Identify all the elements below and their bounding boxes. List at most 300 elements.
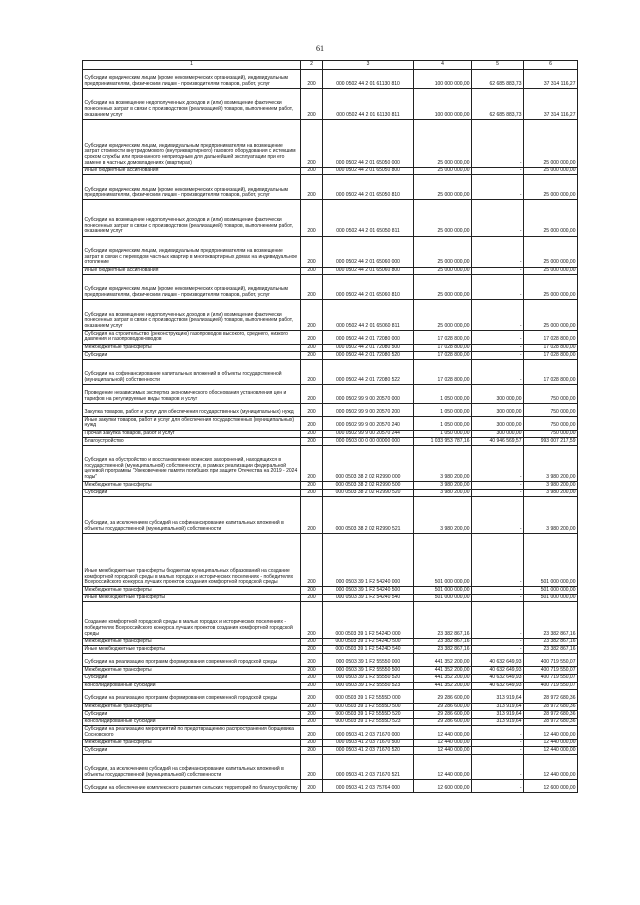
- row-name-cell: Субсидия на строительство (реконструкцию) газопроводов высокого, среднего, низкого давления и газопроводов-вводов: [83, 331, 301, 344]
- row-executed-cell: -: [472, 638, 524, 646]
- row-name-cell: Субсидия на обустройство и восстановление воинских захоронений, находящихся в государственной (муниципальной) собственности, в рамках реализации федеральной целевой программы "Увековечение памяти погибших при защите Отечества на 2019 - 2024 годы": [83, 445, 301, 481]
- row-approved-cell: 3 980 200,00: [414, 482, 472, 490]
- row-approved-cell: 17 028 800,00: [414, 344, 472, 352]
- table-row: [83, 638, 578, 646]
- row-approved-cell: 17 028 800,00: [414, 352, 472, 360]
- row-kbk-cell: 000 0502 44 2 01 61130 810: [323, 69, 414, 88]
- row-name-cell: Субсидии: [83, 352, 301, 360]
- row-executed-cell: -: [472, 445, 524, 481]
- row-code-cell: 200: [301, 703, 323, 711]
- row-name-cell: Консолидированные субсидии: [83, 718, 301, 726]
- row-name-cell: Межбюджетные трансферты: [83, 667, 301, 675]
- row-remaining-cell: 12 440 000,00: [524, 747, 578, 755]
- table-row: [83, 403, 578, 416]
- row-approved-cell: 17 028 800,00: [414, 359, 472, 384]
- row-executed-cell: -: [472, 267, 524, 275]
- row-code-cell: 200: [301, 300, 323, 331]
- row-remaining-cell: 3 980 200,00: [524, 445, 578, 481]
- row-name-cell: Субсидии на реализацию мероприятий по предотвращению распространения борщевика Сосновского: [83, 726, 301, 739]
- row-kbk-cell: 000 0503 39 1 F2 54240 500: [323, 587, 414, 595]
- row-kbk-cell: 000 0502 99 9 00 20570 000: [323, 384, 414, 403]
- row-approved-cell: 12 600 000,00: [414, 779, 472, 792]
- row-kbk-cell: 000 0503 38 2 02 R2990 520: [323, 489, 414, 497]
- table-row: [83, 754, 578, 779]
- table-row: [83, 711, 578, 719]
- row-name-cell: Субсидии, за исключением субсидий на софинансирование капитальных вложений в объекты государственной (муниципальной) собственности: [83, 497, 301, 533]
- row-approved-cell: 25 000 000,00: [414, 300, 472, 331]
- row-code-cell: 200: [301, 417, 323, 430]
- row-kbk-cell: 000 0503 38 2 02 R2990 500: [323, 482, 414, 490]
- row-code-cell: 200: [301, 711, 323, 719]
- row-code-cell: 200: [301, 69, 323, 88]
- row-kbk-cell: 000 0503 00 0 00 00000 000: [323, 438, 414, 446]
- row-kbk-cell: 000 0503 39 1 F2 54240 540: [323, 594, 414, 602]
- row-executed-cell: -: [472, 331, 524, 344]
- table-row: [83, 175, 578, 200]
- table-row: [83, 726, 578, 739]
- row-name-cell: Межбюджетные трансферты: [83, 739, 301, 747]
- row-remaining-cell: 12 440 000,00: [524, 754, 578, 779]
- row-remaining-cell: 3 980 200,00: [524, 497, 578, 533]
- row-name-cell: Межбюджетные трансферты: [83, 703, 301, 711]
- table-row: [83, 682, 578, 690]
- row-approved-cell: 25 000 000,00: [414, 275, 472, 300]
- table-row: [83, 430, 578, 438]
- row-name-cell: Субсидии на реализацию программ формирования современной городской среды: [83, 653, 301, 666]
- header-cell: 2: [301, 61, 323, 70]
- row-remaining-cell: 750 000,00: [524, 384, 578, 403]
- row-code-cell: 200: [301, 482, 323, 490]
- row-name-cell: Субсидии на возмещение недополученных доходов и (или) возмещение фактически понесенных затрат в связи с производством (реализацией) товаров, выполнением работ, оказанием услуг: [83, 200, 301, 236]
- row-kbk-cell: 000 0502 44 2 01 65060 000: [323, 236, 414, 267]
- row-remaining-cell: 400 719 550,07: [524, 682, 578, 690]
- table-row: [83, 602, 578, 638]
- row-remaining-cell: 17 028 800,00: [524, 352, 578, 360]
- row-code-cell: 200: [301, 747, 323, 755]
- row-executed-cell: 40 632 649,93: [472, 653, 524, 666]
- row-name-cell: Закупка товаров, работ и услуг для обеспечения государственных (муниципальных) нужд: [83, 403, 301, 416]
- table-row: [83, 88, 578, 119]
- row-code-cell: 200: [301, 445, 323, 481]
- row-code-cell: 200: [301, 667, 323, 675]
- row-name-cell: Межбюджетные трансферты: [83, 482, 301, 490]
- row-executed-cell: -: [472, 779, 524, 792]
- row-executed-cell: 40 632 649,93: [472, 682, 524, 690]
- row-approved-cell: 441 352 200,00: [414, 674, 472, 682]
- row-name-cell: Иные закупки товаров, работ и услуг для обеспечения государственных (муниципальных) нужд: [83, 417, 301, 430]
- row-executed-cell: -: [472, 275, 524, 300]
- table-row: [83, 300, 578, 331]
- table-row: [83, 674, 578, 682]
- row-executed-cell: 62 685 883,73: [472, 69, 524, 88]
- row-approved-cell: 1 050 000,00: [414, 417, 472, 430]
- row-approved-cell: 3 980 200,00: [414, 489, 472, 497]
- table-row: [83, 236, 578, 267]
- table-row: [83, 779, 578, 792]
- row-code-cell: 200: [301, 119, 323, 167]
- row-code-cell: 200: [301, 653, 323, 666]
- header-cell: 1: [83, 61, 301, 70]
- row-code-cell: 200: [301, 403, 323, 416]
- row-code-cell: 200: [301, 646, 323, 654]
- row-name-cell: Субсидии юридическим лицам (кроме некоммерческих организаций), индивидуальным предпринимателям, физическим лицам - производителям товаров, работ, услуг: [83, 275, 301, 300]
- row-kbk-cell: 000 0503 39 1 F2 5424D 540: [323, 646, 414, 654]
- row-executed-cell: -: [472, 602, 524, 638]
- row-name-cell: Иные бюджетные ассигнования: [83, 167, 301, 175]
- table-row: [83, 200, 578, 236]
- row-approved-cell: 501 000 000,00: [414, 587, 472, 595]
- row-kbk-cell: 000 0503 41 2 03 71670 500: [323, 739, 414, 747]
- row-kbk-cell: 000 0503 38 2 02 R2990 000: [323, 445, 414, 481]
- row-executed-cell: 313 919,64: [472, 711, 524, 719]
- row-name-cell: Субсидии на возмещение недополученных доходов и (или) возмещение фактически понесенных затрат в связи с производством (реализацией) товаров, выполнением работ, оказанием услуг: [83, 88, 301, 119]
- row-remaining-cell: 25 000 000,00: [524, 119, 578, 167]
- table-row: [83, 267, 578, 275]
- row-name-cell: Иные бюджетные ассигнования: [83, 267, 301, 275]
- row-code-cell: 200: [301, 674, 323, 682]
- row-approved-cell: 25 000 000,00: [414, 175, 472, 200]
- table-row: [83, 718, 578, 726]
- row-kbk-cell: 000 0502 44 2 01 65050 810: [323, 175, 414, 200]
- table-row: [83, 653, 578, 666]
- table-row: [83, 344, 578, 352]
- row-executed-cell: -: [472, 236, 524, 267]
- row-kbk-cell: 000 0503 41 2 03 75764 000: [323, 779, 414, 792]
- row-kbk-cell: 000 0502 99 9 00 20570 200: [323, 403, 414, 416]
- row-executed-cell: 300 000,00: [472, 417, 524, 430]
- row-approved-cell: 29 286 600,00: [414, 703, 472, 711]
- row-name-cell: Иные межбюджетные трансферты бюджетам муниципальных образований на создание комфортной городской среды в малых городах и исторических поселениях - победителях Всероссийского конкурса лучших проектов создания комфортной городской среды: [83, 533, 301, 587]
- row-executed-cell: 313 919,64: [472, 703, 524, 711]
- row-name-cell: Иные межбюджетные трансферты: [83, 646, 301, 654]
- row-executed-cell: 313 919,64: [472, 718, 524, 726]
- table-row: [83, 690, 578, 703]
- row-name-cell: Субсидии, за исключением субсидий на софинансирование капитальных вложений в объекты государственной (муниципальной) собственности: [83, 754, 301, 779]
- row-kbk-cell: 000 0502 44 2 01 72080 522: [323, 359, 414, 384]
- row-kbk-cell: 000 0503 39 1 F2 55550 500: [323, 667, 414, 675]
- header-cell: 4: [414, 61, 472, 70]
- row-name-cell: Субсидии на возмещение недополученных доходов и (или) возмещение фактически понесенных затрат в связи с производством (реализацией) товаров, выполнением работ, оказанием услуг: [83, 300, 301, 331]
- row-kbk-cell: 000 0503 39 1 F2 5424D 000: [323, 602, 414, 638]
- row-code-cell: 200: [301, 88, 323, 119]
- row-executed-cell: -: [472, 646, 524, 654]
- table-row: [83, 331, 578, 344]
- row-approved-cell: 23 382 867,16: [414, 638, 472, 646]
- row-executed-cell: -: [472, 344, 524, 352]
- row-name-cell: Субсидии юридическим лицам, индивидуальным предпринимателям на возмещение затрат в связи с переводом частных квартир в многоквартирных домах на индивидуальное отопление: [83, 236, 301, 267]
- row-approved-cell: 25 000 000,00: [414, 236, 472, 267]
- table-row: [83, 359, 578, 384]
- row-name-cell: Субсидии: [83, 674, 301, 682]
- row-approved-cell: 1 050 000,00: [414, 384, 472, 403]
- row-approved-cell: 25 000 000,00: [414, 167, 472, 175]
- row-code-cell: 200: [301, 489, 323, 497]
- row-approved-cell: 23 382 867,16: [414, 646, 472, 654]
- row-remaining-cell: 400 719 550,07: [524, 674, 578, 682]
- row-executed-cell: -: [472, 359, 524, 384]
- table-row: [83, 275, 578, 300]
- row-executed-cell: -: [472, 747, 524, 755]
- row-remaining-cell: 25 000 000,00: [524, 200, 578, 236]
- row-code-cell: 200: [301, 718, 323, 726]
- row-executed-cell: -: [472, 482, 524, 490]
- row-remaining-cell: 28 972 680,36: [524, 718, 578, 726]
- row-name-cell: Субсидии: [83, 711, 301, 719]
- row-kbk-cell: 000 0502 99 9 00 20570 244: [323, 430, 414, 438]
- table-row: [83, 438, 578, 446]
- row-kbk-cell: 000 0503 41 2 03 71670 520: [323, 747, 414, 755]
- row-approved-cell: 3 980 200,00: [414, 497, 472, 533]
- row-remaining-cell: 750 000,00: [524, 403, 578, 416]
- table-row: [83, 739, 578, 747]
- table-row: [83, 497, 578, 533]
- row-executed-cell: -: [472, 489, 524, 497]
- row-approved-cell: 501 000 000,00: [414, 594, 472, 602]
- row-approved-cell: 29 286 600,00: [414, 711, 472, 719]
- row-approved-cell: 441 352 200,00: [414, 682, 472, 690]
- row-name-cell: Субсидии на обеспечение комплексного развития сельских территорий по благоустройству: [83, 779, 301, 792]
- row-name-cell: Проведение независимых экспертиз экономического обоснования установления цен и тарифов на регулируемые виды товаров и услуг: [83, 384, 301, 403]
- row-name-cell: Иные межбюджетные трансферты: [83, 594, 301, 602]
- row-code-cell: 200: [301, 167, 323, 175]
- row-code-cell: 200: [301, 236, 323, 267]
- header-cell: 6: [524, 61, 578, 70]
- row-remaining-cell: 3 980 200,00: [524, 489, 578, 497]
- row-executed-cell: -: [472, 497, 524, 533]
- row-remaining-cell: 25 000 000,00: [524, 267, 578, 275]
- row-kbk-cell: 000 0502 44 2 01 72080 520: [323, 352, 414, 360]
- row-remaining-cell: 17 028 800,00: [524, 344, 578, 352]
- row-name-cell: Межбюджетные трансферты: [83, 638, 301, 646]
- row-code-cell: 200: [301, 587, 323, 595]
- row-code-cell: 200: [301, 352, 323, 360]
- budget-execution-table: [82, 60, 578, 793]
- row-code-cell: 200: [301, 690, 323, 703]
- table-row: [83, 119, 578, 167]
- row-code-cell: 200: [301, 359, 323, 384]
- row-executed-cell: -: [472, 352, 524, 360]
- table-row: [83, 417, 578, 430]
- row-remaining-cell: 12 440 000,00: [524, 739, 578, 747]
- row-kbk-cell: 000 0502 44 2 01 72080 000: [323, 331, 414, 344]
- row-kbk-cell: 000 0503 41 2 03 71670 000: [323, 726, 414, 739]
- row-name-cell: Создание комфортной городской среды в малых городах и исторических поселениях - победителях Всероссийского конкурса лучших проектов создания комфортной городской среды: [83, 602, 301, 638]
- row-name-cell: Субсидии на реализацию программ формирования современной городской среды: [83, 690, 301, 703]
- row-remaining-cell: 17 028 800,00: [524, 331, 578, 344]
- row-remaining-cell: 501 000 000,00: [524, 533, 578, 587]
- row-approved-cell: 441 352 200,00: [414, 653, 472, 666]
- row-executed-cell: 40 632 649,93: [472, 667, 524, 675]
- row-kbk-cell: 000 0502 44 2 01 72080 500: [323, 344, 414, 352]
- row-remaining-cell: 28 972 680,36: [524, 690, 578, 703]
- row-remaining-cell: 25 000 000,00: [524, 167, 578, 175]
- row-name-cell: Консолидированные субсидии: [83, 682, 301, 690]
- row-remaining-cell: 993 007 217,59: [524, 438, 578, 446]
- row-remaining-cell: 750 000,00: [524, 430, 578, 438]
- row-remaining-cell: 12 440 000,00: [524, 726, 578, 739]
- table-row: [83, 445, 578, 481]
- row-executed-cell: 300 000,00: [472, 384, 524, 403]
- row-name-cell: Прочая закупка товаров, работ и услуг: [83, 430, 301, 438]
- row-remaining-cell: 37 314 116,27: [524, 69, 578, 88]
- row-code-cell: 200: [301, 175, 323, 200]
- row-kbk-cell: 000 0503 39 1 F2 5424D 500: [323, 638, 414, 646]
- row-name-cell: Субсидии на софинансирование капитальных вложений в объекты государственной (муниципальной) собственности: [83, 359, 301, 384]
- row-code-cell: 200: [301, 533, 323, 587]
- table-row: [83, 747, 578, 755]
- row-executed-cell: 40 946 569,57: [472, 438, 524, 446]
- row-kbk-cell: 000 0503 38 2 02 R2990 521: [323, 497, 414, 533]
- row-approved-cell: 1 050 000,00: [414, 430, 472, 438]
- table-row: [83, 352, 578, 360]
- row-remaining-cell: 501 000 000,00: [524, 594, 578, 602]
- row-code-cell: 200: [301, 430, 323, 438]
- row-approved-cell: 3 980 200,00: [414, 445, 472, 481]
- table-row: [83, 384, 578, 403]
- table-row: [83, 489, 578, 497]
- row-kbk-cell: 000 0503 39 1 F2 5555D 500: [323, 703, 414, 711]
- row-remaining-cell: 501 000 000,00: [524, 587, 578, 595]
- row-approved-cell: 12 440 000,00: [414, 726, 472, 739]
- row-approved-cell: 29 286 600,00: [414, 718, 472, 726]
- row-name-cell: Субсидии юридическим лицам, индивидуальным предпринимателям на возмещение затрат стоимости внутридомового (внутриквартирного) газового оборудования с истекшим сроком службы или признанного непригодным для дальнейшей эксплуатации при его замене в частных домовладениях (квартирах): [83, 119, 301, 167]
- header-cell: 3: [323, 61, 414, 70]
- row-remaining-cell: 28 972 680,36: [524, 703, 578, 711]
- row-executed-cell: 40 632 649,93: [472, 674, 524, 682]
- row-executed-cell: -: [472, 300, 524, 331]
- row-remaining-cell: 17 028 800,00: [524, 359, 578, 384]
- row-remaining-cell: 3 980 200,00: [524, 482, 578, 490]
- row-remaining-cell: 25 000 000,00: [524, 175, 578, 200]
- row-name-cell: Субсидии юридическим лицам (кроме некоммерческих организаций), индивидуальным предпринимателям, физическим лицам - производителям товаров, работ, услуг: [83, 175, 301, 200]
- row-executed-cell: -: [472, 739, 524, 747]
- table-row: [83, 594, 578, 602]
- row-remaining-cell: 28 972 680,36: [524, 711, 578, 719]
- row-executed-cell: -: [472, 754, 524, 779]
- row-kbk-cell: 000 0502 44 2 01 65050 811: [323, 200, 414, 236]
- row-name-cell: Межбюджетные трансферты: [83, 344, 301, 352]
- row-kbk-cell: 000 0502 44 2 01 65060 800: [323, 267, 414, 275]
- row-code-cell: 200: [301, 726, 323, 739]
- row-remaining-cell: 12 600 000,00: [524, 779, 578, 792]
- row-remaining-cell: 37 314 116,27: [524, 88, 578, 119]
- row-kbk-cell: 000 0502 44 2 01 65050 800: [323, 167, 414, 175]
- row-executed-cell: -: [472, 200, 524, 236]
- row-remaining-cell: 23 382 867,16: [524, 638, 578, 646]
- row-remaining-cell: 750 000,00: [524, 417, 578, 430]
- table-row: [83, 667, 578, 675]
- row-approved-cell: 100 000 000,00: [414, 69, 472, 88]
- table-row: [83, 533, 578, 587]
- row-executed-cell: -: [472, 587, 524, 595]
- header-cell: 5: [472, 61, 524, 70]
- row-kbk-cell: 000 0502 44 2 01 61130 811: [323, 88, 414, 119]
- table-row: [83, 587, 578, 595]
- row-kbk-cell: 000 0503 41 2 03 71670 521: [323, 754, 414, 779]
- row-code-cell: 200: [301, 438, 323, 446]
- row-approved-cell: 12 440 000,00: [414, 754, 472, 779]
- row-code-cell: 200: [301, 497, 323, 533]
- row-approved-cell: 25 000 000,00: [414, 200, 472, 236]
- row-name-cell: Субсидии: [83, 489, 301, 497]
- row-code-cell: 200: [301, 602, 323, 638]
- page-number: 61: [316, 44, 324, 53]
- row-code-cell: 200: [301, 200, 323, 236]
- row-kbk-cell: 000 0503 39 1 F2 55550 520: [323, 674, 414, 682]
- row-remaining-cell: 23 382 867,16: [524, 646, 578, 654]
- row-kbk-cell: 000 0502 44 2 01 65060 810: [323, 275, 414, 300]
- row-kbk-cell: 000 0503 39 1 F2 5555D 520: [323, 711, 414, 719]
- row-approved-cell: 441 352 200,00: [414, 667, 472, 675]
- row-executed-cell: -: [472, 594, 524, 602]
- row-kbk-cell: 000 0502 99 9 00 20570 240: [323, 417, 414, 430]
- row-kbk-cell: 000 0502 44 2 01 65060 811: [323, 300, 414, 331]
- row-executed-cell: 313 919,64: [472, 690, 524, 703]
- row-kbk-cell: 000 0503 39 1 F2 5555D 523: [323, 718, 414, 726]
- row-code-cell: 200: [301, 754, 323, 779]
- row-remaining-cell: 25 000 000,00: [524, 236, 578, 267]
- row-code-cell: 200: [301, 344, 323, 352]
- table-row: [83, 167, 578, 175]
- row-approved-cell: 25 000 000,00: [414, 267, 472, 275]
- row-name-cell: Субсидии юридическим лицам (кроме некоммерческих организаций), индивидуальным предпринимателям, физическим лицам - производителям товаров, работ, услуг: [83, 69, 301, 88]
- row-remaining-cell: 25 000 000,00: [524, 275, 578, 300]
- row-code-cell: 200: [301, 331, 323, 344]
- row-name-cell: Субсидии: [83, 747, 301, 755]
- row-executed-cell: 62 685 883,73: [472, 88, 524, 119]
- row-remaining-cell: 400 719 550,07: [524, 653, 578, 666]
- row-name-cell: Благоустройство: [83, 438, 301, 446]
- row-kbk-cell: 000 0502 44 2 01 65050 000: [323, 119, 414, 167]
- row-code-cell: 200: [301, 638, 323, 646]
- row-executed-cell: -: [472, 119, 524, 167]
- row-kbk-cell: 000 0503 39 1 F2 54240 000: [323, 533, 414, 587]
- row-kbk-cell: 000 0503 39 1 F2 55550 523: [323, 682, 414, 690]
- table-row: [83, 69, 578, 88]
- row-code-cell: 200: [301, 267, 323, 275]
- row-approved-cell: 29 286 600,00: [414, 690, 472, 703]
- row-executed-cell: -: [472, 533, 524, 587]
- row-code-cell: 200: [301, 594, 323, 602]
- row-code-cell: 200: [301, 779, 323, 792]
- row-approved-cell: 12 440 000,00: [414, 747, 472, 755]
- row-code-cell: 200: [301, 384, 323, 403]
- row-approved-cell: 17 028 800,00: [414, 331, 472, 344]
- row-name-cell: Межбюджетные трансферты: [83, 587, 301, 595]
- row-kbk-cell: 000 0503 39 1 F2 55550 000: [323, 653, 414, 666]
- row-remaining-cell: 400 719 550,07: [524, 667, 578, 675]
- table-row: [83, 646, 578, 654]
- row-executed-cell: -: [472, 726, 524, 739]
- row-kbk-cell: 000 0503 39 1 F2 5555D 000: [323, 690, 414, 703]
- row-remaining-cell: 25 000 000,00: [524, 300, 578, 331]
- row-approved-cell: 100 000 000,00: [414, 88, 472, 119]
- row-approved-cell: 1 050 000,00: [414, 403, 472, 416]
- row-executed-cell: 300 000,00: [472, 403, 524, 416]
- row-approved-cell: 23 382 867,16: [414, 602, 472, 638]
- row-remaining-cell: 23 382 867,16: [524, 602, 578, 638]
- row-approved-cell: 1 033 953 787,16: [414, 438, 472, 446]
- row-code-cell: 200: [301, 739, 323, 747]
- row-approved-cell: 12 440 000,00: [414, 739, 472, 747]
- row-executed-cell: -: [472, 175, 524, 200]
- row-code-cell: 200: [301, 275, 323, 300]
- table-header-row: [83, 61, 578, 70]
- table-row: [83, 703, 578, 711]
- row-executed-cell: 300 000,00: [472, 430, 524, 438]
- row-code-cell: 200: [301, 682, 323, 690]
- row-approved-cell: 25 000 000,00: [414, 119, 472, 167]
